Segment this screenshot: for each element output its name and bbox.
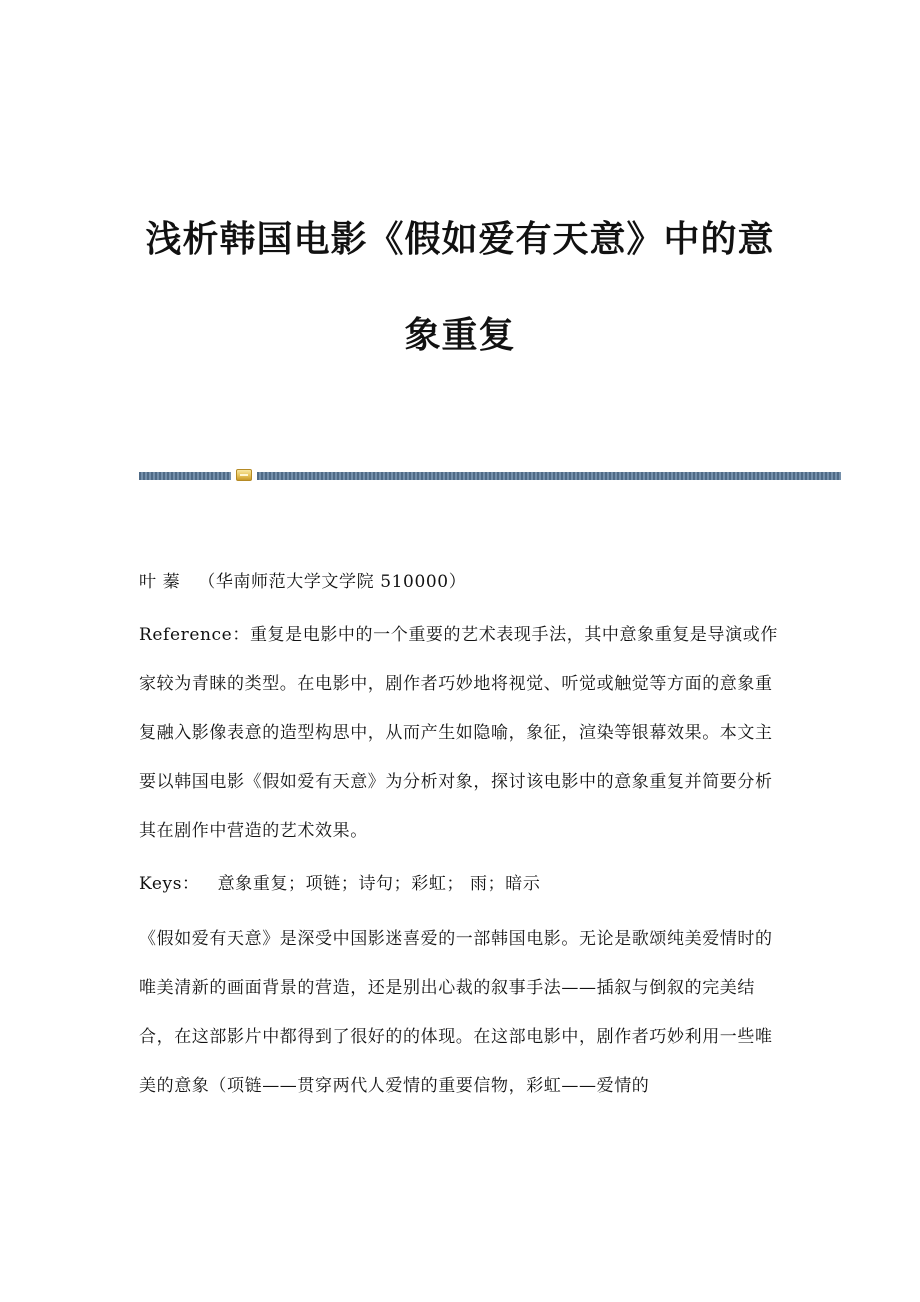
page-title-line-2: 象重复 <box>404 315 516 356</box>
keywords-text: 意象重复；项链；诗句；彩虹； 雨；暗示 <box>217 874 541 894</box>
abstract <box>139 611 784 856</box>
page-title-line-1: 浅析韩国电影《假如爱有天意》中的意 <box>145 219 775 260</box>
keywords <box>139 860 784 909</box>
keywords-label: Keys： <box>139 874 200 894</box>
abstract-text: 重复是电影中的一个重要的艺术表现手法，其中意象重复是导演或作家较为青睐的类型。在电影中，剧作者巧妙地将视觉、听觉或触觉等方面的意象重复融入影像表意的造型构思中，从而产生如隐喻，象征，渲染等银幕效果。本文主要以韩国电影《假如爱有天意》为分析对象，探讨该电影中的意象重复并简要分析其在剧作中营造的艺术效果。 <box>139 625 778 841</box>
author-affiliation: （华南师范大学文学院 510000） <box>198 572 467 592</box>
title-divider <box>139 466 841 482</box>
body-paragraph: 《假如爱有天意》是深受中国影迷喜爱的一部韩国电影。无论是歌颂纯美爱情时的唯美清新的画面背景的营造，还是别出心裁的叙事手法——插叙与倒叙的完美结合，在这部影片中都得到了很好的的体现。在这部电影中，剧作者巧妙利用一些唯美的意象（项链——贯穿两代人爱情的重要信物，彩虹——爱情的 <box>139 929 773 1096</box>
author-line <box>139 558 784 607</box>
abstract-label: Reference： <box>139 625 250 645</box>
author-name: 叶 蓁 <box>139 572 181 592</box>
divider-ornament-icon <box>236 469 252 481</box>
divider-bar-right <box>257 472 841 480</box>
divider-bar-left <box>139 472 231 480</box>
